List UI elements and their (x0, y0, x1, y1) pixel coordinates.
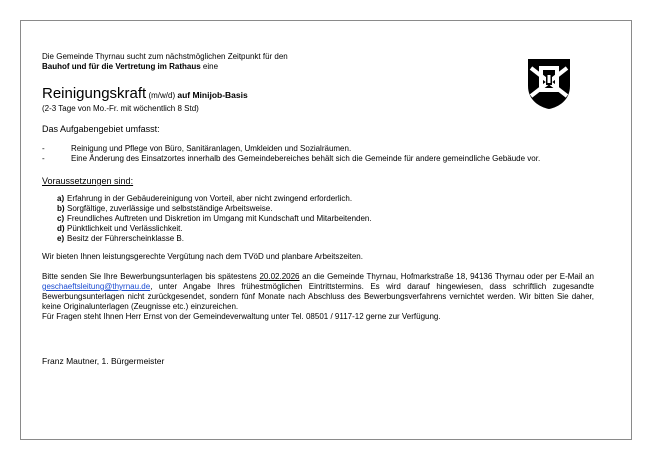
tasks-heading: Das Aufgabengebiet umfasst: (42, 124, 160, 134)
list-letter: e) (57, 234, 65, 243)
job-title-gender: (m/w/d) (146, 91, 178, 100)
task-text: Eine Änderung des Einsatzortes innerhalb des Gemeindebereiches behält sich die Gemeinde für andere gemeindliche Gebäude vor. (71, 154, 541, 163)
application-part-3: , unter Angabe Ihres frühestmöglichen Eintrittstermins. Es wird darauf hingewiesen, dass schriftlich zugesandte Bewerbungsunterlagen nicht zurückgesendet, sondern fünf Monate nach Abschluss des Bewerbungsverfahrens vernichtet werden. Wir bitten Sie daher, keine Originalunterlagen (Zeugnisse etc.) einzureichen. (42, 282, 594, 311)
contact-text: Für Fragen steht Ihnen Herr Ernst von der Gemeindeverwaltung unter Tel. 08501 / 9117-12 gerne zur Verfügung. (42, 312, 441, 321)
deadline-date: 20.02.2026 (259, 272, 300, 281)
list-item (57, 194, 594, 204)
intro-text (42, 52, 594, 72)
requirements-heading-text: Voraussetzungen sind (42, 176, 131, 186)
list-item (57, 214, 594, 224)
email-link[interactable]: geschaeftsleitung@thyrnau.de (42, 282, 151, 291)
list-item (42, 154, 594, 164)
list-item (57, 224, 594, 234)
bullet-dash: - (42, 144, 45, 153)
list-letter: b) (57, 204, 65, 213)
application-text (42, 272, 594, 312)
requirement-text: Pünktlichkeit und Verlässlichkeit. (67, 224, 183, 233)
requirement-text: Freundliches Auftreten und Diskretion im Umgang mit Kundschaft und Mitarbeitenden. (67, 214, 372, 223)
task-text: Reinigung und Pflege von Büro, Sanitäranlagen, Umkleiden und Sozialräumen. (71, 144, 352, 153)
list-letter: a) (57, 194, 65, 203)
intro-line-1: Die Gemeinde Thyrnau sucht zum nächstmöglichen Zeitpunkt für den (42, 52, 288, 61)
application-part-1: Bitte senden Sie Ihre Bewerbungsunterlagen bis spätestens (42, 272, 260, 281)
tasks-list (42, 144, 594, 164)
intro-bold-text: Bauhof und für die Vertretung im Rathaus (42, 62, 201, 71)
intro-line-2 (42, 62, 594, 72)
offer-text: Wir bieten Ihnen leistungsgerechte Vergütung nach dem TVöD und planbare Arbeitszeiten. (42, 252, 363, 261)
signature: Franz Mautner, 1. Bürgermeister (42, 356, 165, 366)
job-subtitle: (2-3 Tage von Mo.-Fr. mit wöchentlich 8 Std) (42, 104, 199, 113)
list-letter: d) (57, 224, 65, 233)
bullet-dash: - (42, 154, 45, 163)
job-posting (42, 52, 594, 366)
list-item (42, 144, 594, 154)
list-item (57, 234, 594, 244)
requirements-list (42, 194, 594, 244)
list-letter: c) (57, 214, 65, 223)
requirement-text: Erfahrung in der Gebäudereinigung von Vorteil, aber nicht zwingend erforderlich. (67, 194, 353, 203)
requirement-text: Sorgfältige, zuverlässige und selbstständige Arbeitsweise. (67, 204, 273, 213)
job-title-type: auf Minijob-Basis (177, 90, 248, 100)
requirements-heading: Voraussetzungen sind: (42, 176, 134, 186)
requirement-text: Besitz der Führerscheinklasse B. (67, 234, 184, 243)
application-part-2: an die Gemeinde Thyrnau, Hofmarkstraße 18, 94136 Thyrnau oder per E-Mail an (299, 272, 594, 281)
job-title (42, 86, 594, 104)
job-title-main: Reinigungskraft (42, 85, 147, 102)
list-item (57, 204, 594, 214)
intro-rest-text: eine (200, 62, 219, 71)
